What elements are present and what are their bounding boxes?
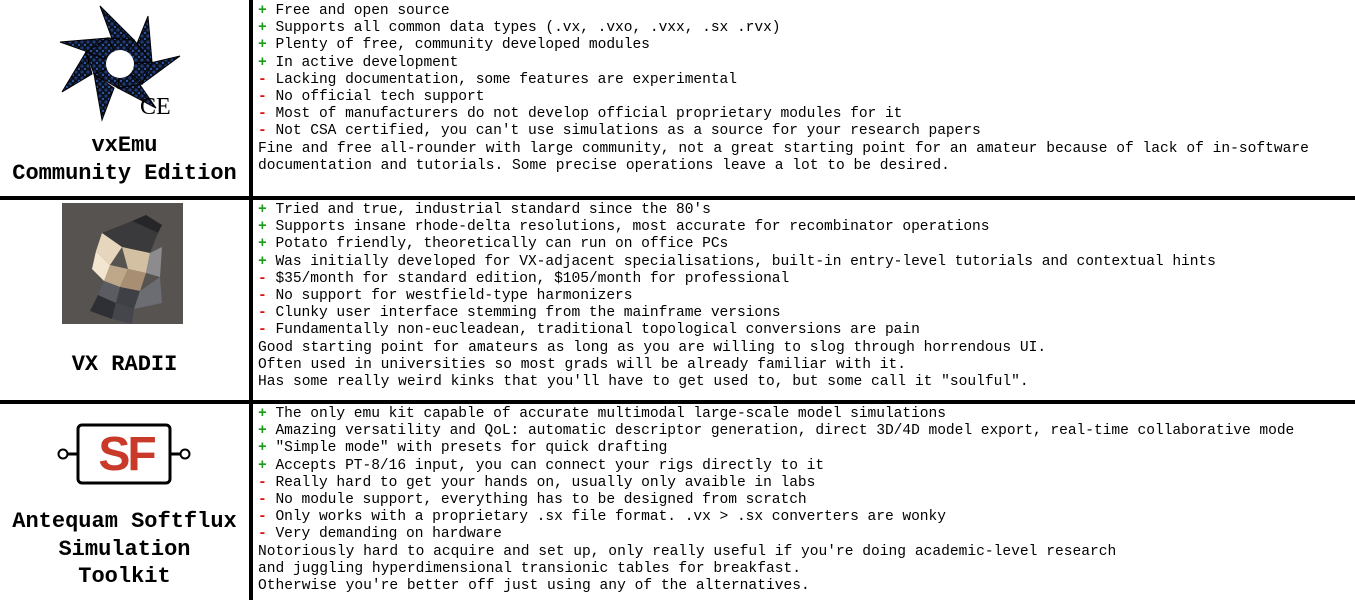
product-name-line: Community Edition bbox=[12, 160, 237, 186]
product-details bbox=[258, 202, 1353, 391]
product-name bbox=[0, 351, 249, 379]
product-name-line: Simulation bbox=[58, 536, 191, 562]
feature-con: - Not CSA certified, you can't use simulations as a source for your research papers bbox=[258, 123, 981, 140]
feature-con: - Only works with a proprietary .sx file format. .vx > .sx converters are wonky bbox=[258, 509, 946, 526]
feature-pro: + In active development bbox=[258, 54, 459, 71]
feature-pro: + The only emu kit capable of accurate multimodal large-scale model simulations bbox=[258, 406, 946, 422]
product-logo-cell bbox=[0, 200, 249, 400]
feature-con: - Clunky user interface stemming from the mainframe versions bbox=[258, 305, 781, 322]
product-name-line: VX RADII bbox=[71, 352, 178, 377]
feature-con: - No module support, everything has to be designed from scratch bbox=[258, 492, 807, 509]
summary-line: Good starting point for amateurs as long as you are willing to slog through horrendous UI. bbox=[258, 339, 1047, 356]
summary-line: documentation and tutorials. Some precise operations leave a lot to be desired. bbox=[258, 157, 950, 174]
product-details bbox=[258, 3, 1353, 175]
feature-pro: + Accepts PT-8/16 input, you can connect your rigs directly to it bbox=[258, 457, 825, 474]
feature-con: - Very demanding on hardware bbox=[258, 526, 502, 543]
feature-con: - Fundamentally non-eucleadean, traditional topological conversions are pain bbox=[258, 322, 920, 339]
low-poly-portrait-icon bbox=[62, 203, 183, 324]
summary-line: Otherwise you're better off just using any of the alternatives. bbox=[258, 578, 810, 595]
product-name-line: Toolkit bbox=[78, 564, 171, 589]
feature-pro: + Supports all common data types (.vx, .vxo, .vxx, .sx .rvx) bbox=[258, 20, 781, 37]
feature-pro: + Tried and true, industrial standard since the 80's bbox=[258, 202, 711, 218]
feature-pro: + Plenty of free, community developed modules bbox=[258, 37, 650, 54]
summary-line: Fine and free all-rounder with large community, not a great starting point for an amateur because of lack of in-software bbox=[258, 140, 1309, 157]
product-row-antequam-softflux bbox=[0, 404, 1355, 600]
product-name bbox=[0, 508, 249, 591]
feature-pro: + Was initially developed for VX-adjacent specialisations, built-in entry-level tutorials and contextual hints bbox=[258, 253, 1216, 270]
summary-line: and juggling hyperdimensional transionic tables for breakfast. bbox=[258, 560, 801, 577]
feature-con: - Lacking documentation, some features are experimental bbox=[258, 71, 737, 88]
feature-con: - No support for westfield-type harmonizers bbox=[258, 288, 633, 305]
product-name-line: vxEmu bbox=[91, 133, 158, 158]
logo-badge: SF bbox=[98, 428, 154, 481]
feature-pro: + "Simple mode" with presets for quick drafting bbox=[258, 440, 668, 457]
feature-con: - Really hard to get your hands on, usually only avaible in labs bbox=[258, 474, 816, 491]
product-logo-cell bbox=[0, 404, 249, 600]
feature-pro: + Free and open source bbox=[258, 3, 450, 19]
feature-pro: + Supports insane rhode-delta resolutions, most accurate for recombinator operations bbox=[258, 219, 990, 236]
feature-con: - $35/month for standard edition, $105/month for professional bbox=[258, 270, 790, 287]
feature-con: - Most of manufacturers do not develop official proprietary modules for it bbox=[258, 106, 903, 123]
product-row-vx-radii bbox=[0, 200, 1355, 400]
product-details bbox=[258, 406, 1353, 595]
feature-con: - No official tech support bbox=[258, 89, 485, 106]
product-name-line: Antequam Softflux bbox=[12, 509, 237, 534]
logo-badge: CE bbox=[140, 94, 171, 120]
product-name bbox=[0, 132, 249, 187]
feature-pro: + Potato friendly, theoretically can run on office PCs bbox=[258, 236, 729, 253]
summary-line: Often used in universities so most grads will be already familiar with it. bbox=[258, 356, 907, 373]
product-row-vxemu bbox=[0, 0, 1355, 196]
product-logo-cell bbox=[0, 0, 249, 196]
feature-pro: + Amazing versatility and QoL: automatic descriptor generation, direct 3D/4D model export, real-time collaborative mode bbox=[258, 423, 1295, 440]
summary-line: Has some really weird kinks that you'll have to get used to, but some call it "soulful". bbox=[258, 374, 1029, 391]
summary-line: Notoriously hard to acquire and set up, only really useful if you're doing academic-level research bbox=[258, 543, 1117, 560]
